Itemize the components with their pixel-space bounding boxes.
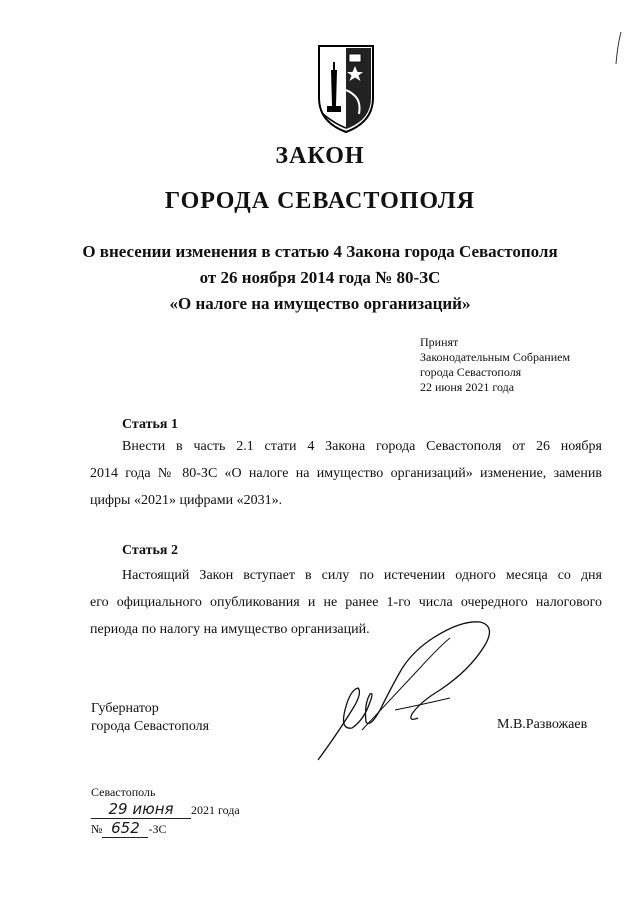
pen-mark: [612, 30, 626, 70]
signing-place: Севастополь: [91, 785, 156, 799]
law-number: [91, 819, 166, 838]
adoption-line: города Севастополя: [420, 365, 522, 379]
number-sign: №: [91, 822, 103, 836]
article-2-line: периода по налогу на имущество организаций.: [90, 622, 370, 637]
adoption-line: Законодательным Собранием: [420, 350, 571, 364]
law-title: ЗАКОН: [275, 143, 365, 169]
adoption-note: [420, 335, 570, 395]
article-2-line: его официального опубликования и не ранее 1-го числа очередного налогового: [90, 595, 602, 610]
article-1-line: Внести в часть 2.1 стати 4 Закона города Севастополя от 26 ноября: [122, 439, 602, 454]
signatory-city: города Севастополя: [91, 719, 210, 734]
handwritten-date: 29 июня: [91, 800, 191, 819]
handwritten-number: 652: [102, 819, 148, 838]
handwritten-signature: [300, 610, 505, 775]
signatory-position: [91, 700, 209, 736]
law-subject-line2: от 26 ноября 2014 года № 80-ЗС: [199, 268, 441, 287]
signing-date: [91, 800, 240, 819]
number-suffix: -ЗС: [148, 822, 167, 836]
signatory-name: М.В.Развожаев: [497, 717, 588, 732]
article-1-line: 2014 года № 80-ЗС «О налоге на имущество организаций» изменение, заменив: [90, 466, 602, 481]
signing-year: 2021 года: [191, 803, 240, 817]
article-1-heading: Статья 1: [122, 417, 178, 432]
article-2-line: Настоящий Закон вступает в силу по истечении одного месяца со дня: [122, 568, 602, 583]
law-authority: ГОРОДА СЕВАСТОПОЛЯ: [164, 188, 476, 214]
law-subject-line1: О внесении изменения в статью 4 Закона города Севастополя: [82, 242, 558, 261]
coat-of-arms-emblem: [315, 40, 377, 135]
article-1-body: [90, 433, 602, 514]
adoption-date: 22 июня 2021 года: [420, 380, 515, 394]
article-2-heading: Статья 2: [122, 543, 178, 558]
law-subject-line3: «О налоге на имущество организаций»: [169, 294, 471, 313]
signatory-title: Губернатор: [91, 701, 159, 716]
article-1-line: цифры «2021» цифрами «2031».: [90, 493, 283, 508]
adoption-line: Принят: [420, 335, 459, 349]
